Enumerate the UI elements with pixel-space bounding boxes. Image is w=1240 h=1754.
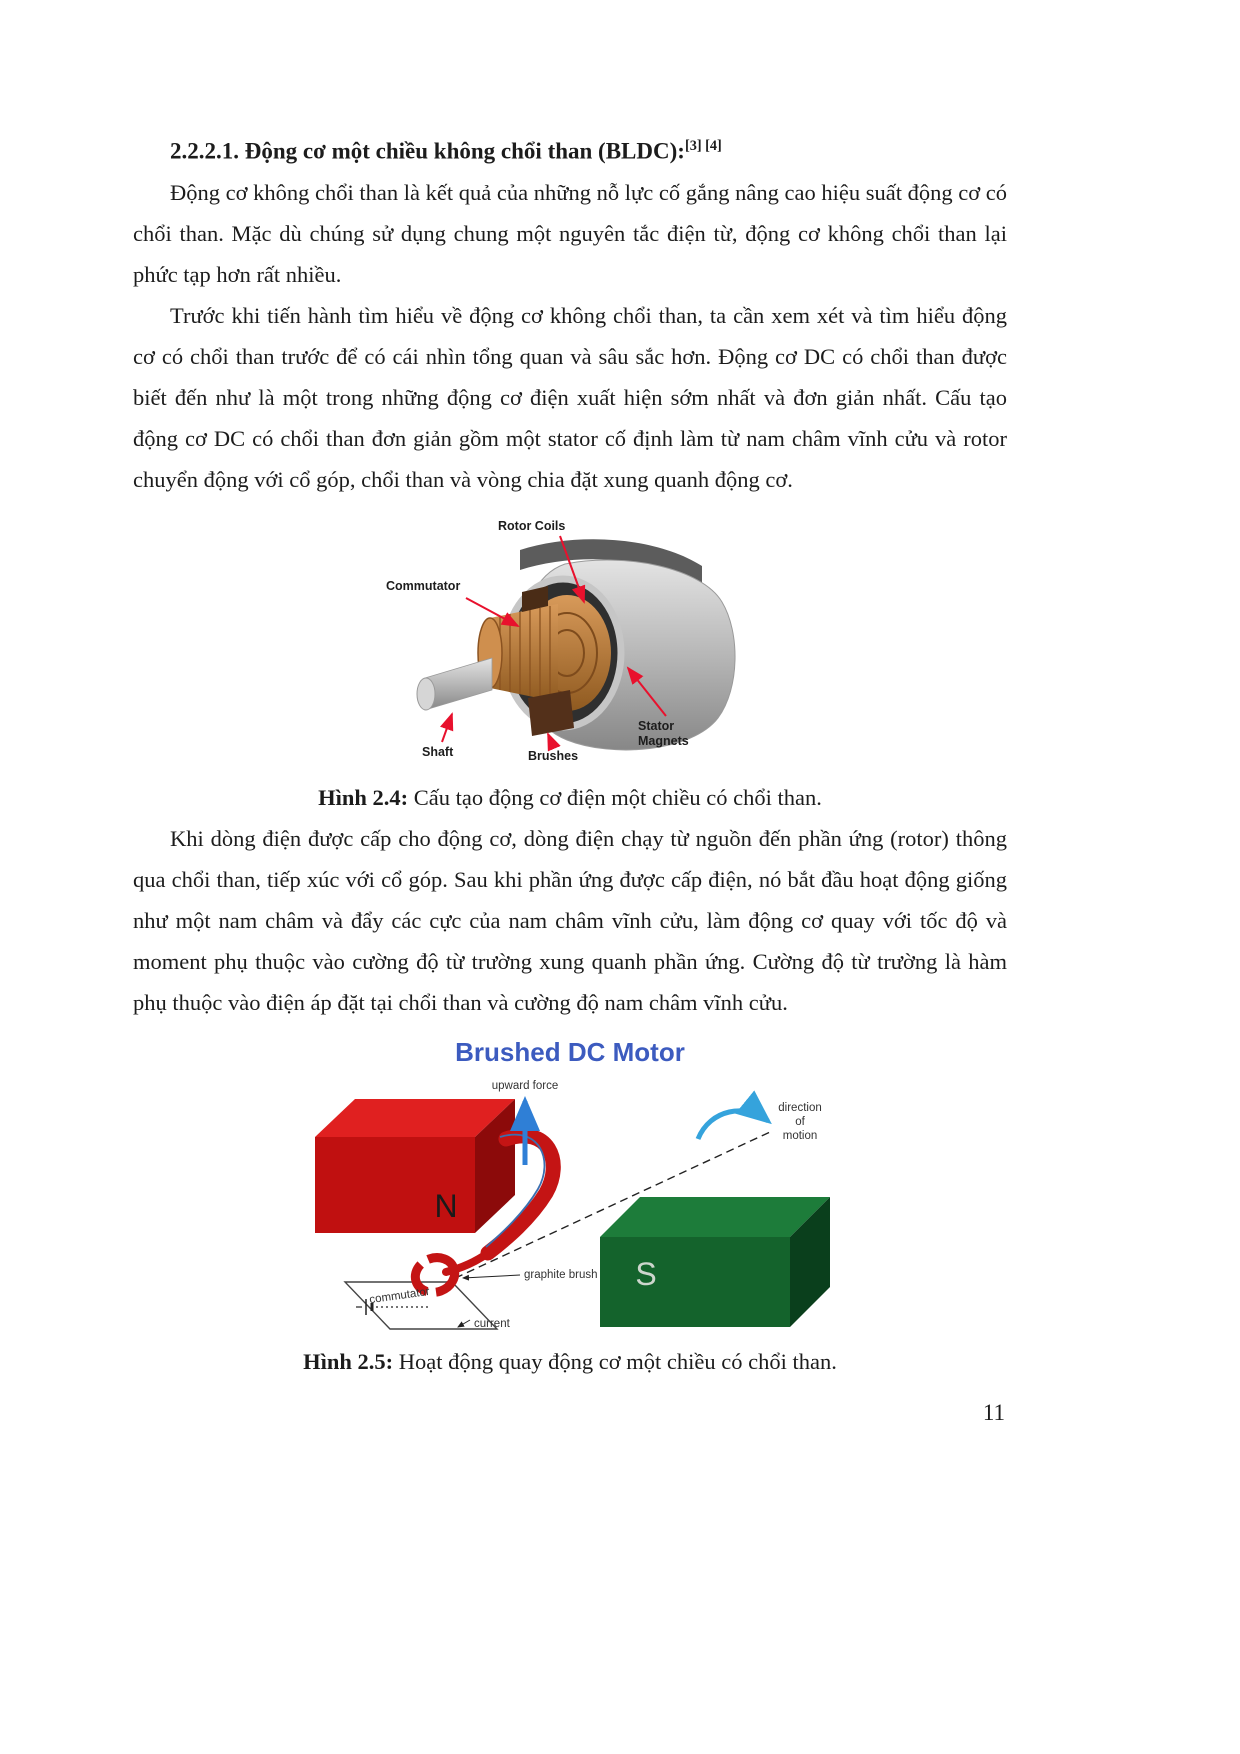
motor-drawing [417,539,735,750]
figure-2-5 [133,1075,1007,1340]
figure-2-5-caption-label: Hình 2.5: [303,1348,394,1374]
figure-2-4 [133,506,1007,776]
page-number: 11 [982,1400,1005,1425]
arrow-shaft [442,714,452,742]
graphite-brush-arrow [463,1275,520,1278]
label-shaft: Shaft [422,744,454,759]
label-direction-line1: direction [778,1101,822,1114]
north-pole-letter: N [434,1187,458,1224]
brush-lower [528,690,574,736]
figure-2-4-caption-label: Hình 2.4: [318,784,409,810]
citation-superscript: [3] [4] [684,138,722,154]
brushed-motor-structure-illustration [370,506,770,776]
label-brushes: Brushes [528,748,579,763]
figure-2-4-caption [133,778,1007,818]
label-direction-line2: of [795,1115,805,1128]
paragraph-3: Khi dòng điện được cấp cho động cơ, dòng điện chạy từ nguồn đến phần ứng (rotor) thông qua chổi than, tiếp xúc với cổ góp. Sau khi phần ứng được cấp điện, nó bắt đầu hoạt động giống như một nam châm và đẩy các cực của nam châm vĩnh cửu, làm động cơ quay với tốc độ và moment phụ thuộc vào cường độ từ trường xung quanh phần ứng. Cường độ từ trường là hàm phụ thuộc vào điện áp đặt tại chổi than và cường độ nam châm vĩnh cửu. [133,825,1007,1015]
label-stator-magnets-line1: Stator [638,718,675,733]
label-rotor-coils: Rotor Coils [498,518,566,533]
label-current: current [474,1317,510,1330]
arrow-brushes [548,734,554,748]
shaft-body [425,658,492,710]
south-magnet-front-face [600,1237,790,1327]
north-magnet [315,1099,515,1233]
figure-2-4-caption-text: Cấu tạo động cơ điện một chiều có chổi than. [408,784,822,810]
label-graphite-brush: graphite brush [524,1268,598,1281]
section-heading-text: 2.2.2.1. Động cơ một chiều không chổi than (BLDC): [170,138,685,164]
label-commutator: Commutator [386,578,461,593]
paragraph-1: Động cơ không chổi than là kết quả của những nỗ lực cố gắng nâng cao hiệu suất động cơ có chổi than. Mặc dù chúng sử dụng chung một nguyên tắc điện từ, động cơ không chổi than lại phức tạp hơn rất nhiều. [133,179,1007,287]
section-heading [133,126,1007,172]
figure-2-5-caption [133,1342,1007,1382]
label-commutator: commutator [368,1285,431,1306]
paragraph-2: Trước khi tiến hành tìm hiểu về động cơ không chổi than, ta cần xem xét và tìm hiểu động cơ có chổi than trước để có cái nhìn tổng quan và sâu sắc hơn. Động cơ DC có chổi than được biết đến như là một trong những động cơ điện xuất hiện sớm nhất và đơn giản nhất. Cấu tạo động cơ DC có chổi than đơn giản gồm một stator cố định làm từ nam châm vĩnh cửu và rotor chuyển động với cổ góp, chổi than và vòng chia đặt xung quanh động cơ. [133,302,1007,492]
direction-of-motion-arrow [698,1111,768,1139]
page-content [133,126,1007,1382]
south-pole-letter: S [635,1255,657,1292]
brushed-motor-operation-illustration [300,1075,840,1340]
south-magnet-top-face [600,1197,830,1237]
label-direction-line3: motion [782,1129,818,1142]
label-upward-force: upward force [491,1079,559,1092]
label-stator-magnets-line2: Magnets [638,733,689,748]
shaft-end [417,678,435,710]
figure-2-5-caption-text: Hoạt động quay động cơ một chiều có chổi than. [393,1348,837,1374]
direction-annotation [698,1102,822,1142]
figure-2-5-title: Brushed DC Motor [455,1036,685,1067]
